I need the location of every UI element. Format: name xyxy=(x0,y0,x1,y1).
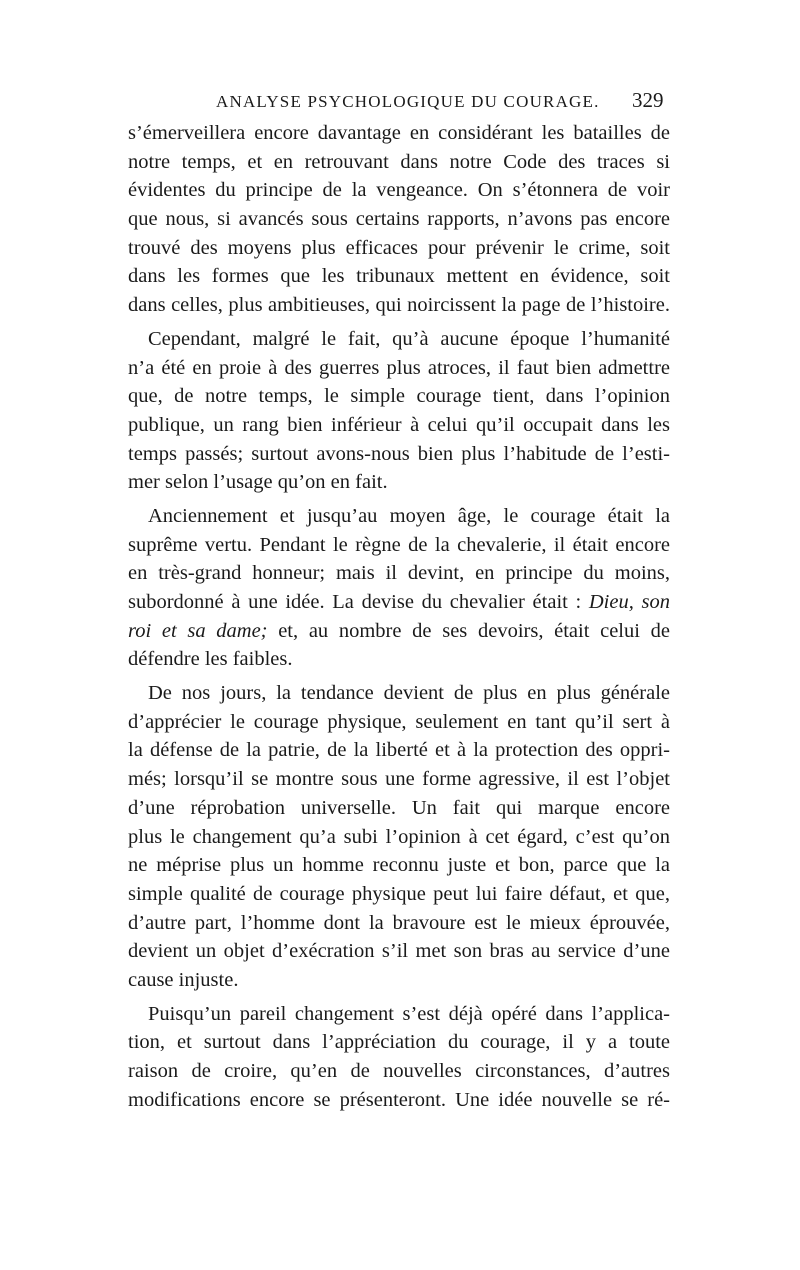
text-line: défendre les faibles. xyxy=(128,648,293,671)
text-line: dans celles, plus ambitieuses, qui noircissent la page de l’histoire. xyxy=(128,294,670,317)
text-line: la défense de la patrie, de la liberté et à la protection des oppri- xyxy=(128,739,670,762)
body-text xyxy=(128,119,670,1114)
text-line: raison de croire, qu’en de nouvelles circonstances, d’autres xyxy=(128,1060,670,1082)
text-line: Puisqu’un pareil changement s’est déjà opéré dans l’applica- xyxy=(148,1002,670,1025)
text-run: et, au nombre de ses devoirs, était celui de xyxy=(278,619,670,642)
text-line: cause injuste. xyxy=(128,968,239,991)
text-line: que, de notre temps, le simple courage tient, dans l’opinion xyxy=(128,385,670,408)
text-line: d’autre part, l’homme dont la bravoure est le mieux éprouvée, xyxy=(128,911,670,934)
paragraph xyxy=(128,1000,670,1115)
text-line: De nos jours, la tendance devient de plus en plus générale xyxy=(148,682,670,705)
text-line: s’émerveillera encore davantage en considérant les batailles de xyxy=(128,122,670,144)
text-line: Cependant, malgré le fait, qu’à aucune époque l’humanité xyxy=(148,327,670,350)
text-line: simple qualité de courage physique peut lui faire défaut, et que, xyxy=(128,882,670,905)
text-line xyxy=(128,617,670,646)
motto-text: roi et sa dame; xyxy=(128,619,268,642)
text-line: dans les formes que les tribunaux mettent en évidence, soit xyxy=(128,265,670,288)
paragraph xyxy=(128,502,670,674)
text-line xyxy=(128,588,670,617)
paragraph xyxy=(128,119,670,320)
text-line: publique, un rang bien inférieur à celui qu’il occupait dans les xyxy=(128,413,670,436)
text-line: més; lorsqu’il se montre sous une forme agressive, il est l’objet xyxy=(128,768,670,791)
running-header xyxy=(0,88,800,118)
running-title: ANALYSE PSYCHOLOGIQUE DU COURAGE. xyxy=(216,92,600,111)
text-line: évidentes du principe de la vengeance. On s’étonnera de voir xyxy=(128,179,670,202)
text-line: en très-grand honneur; mais il devint, en principe du moins, xyxy=(128,562,670,585)
text-line: que nous, si avancés sous certains rapports, n’avons pas encore xyxy=(128,208,670,231)
text-line: mer selon l’usage qu’on en fait. xyxy=(128,471,388,494)
text-line: suprême vertu. Pendant le règne de la chevalerie, il était encore xyxy=(128,533,670,556)
text-line: trouvé des moyens plus efficaces pour prévenir le crime, soit xyxy=(128,236,670,259)
page-number: 329 xyxy=(632,88,664,112)
text-line: d’une réprobation universelle. Un fait qui marque encore xyxy=(128,796,670,819)
text-line: modifications encore se présenteront. Une idée nouvelle se ré- xyxy=(128,1088,670,1111)
text-line: notre temps, et en retrouvant dans notre Code des traces si xyxy=(128,150,670,173)
paragraph xyxy=(128,679,670,995)
text-line: tion, et surtout dans l’appréciation du courage, il y a toute xyxy=(128,1031,670,1054)
text-line: Anciennement et jusqu’au moyen âge, le courage était la xyxy=(148,504,670,527)
text-run: subordonné à une idée. La devise du chevalier était : xyxy=(128,591,582,613)
text-line: d’apprécier le courage physique, seulement en tant qu’il sert à xyxy=(128,710,670,733)
paragraph xyxy=(128,325,670,497)
text-line: ne méprise plus un homme reconnu juste et bon, parce que la xyxy=(128,854,670,877)
text-line: plus le changement qu’a subi l’opinion à cet égard, c’est qu’on xyxy=(128,825,670,848)
text-line: temps passés; surtout avons-nous bien plus l’habitude de l’esti- xyxy=(128,442,670,465)
motto-text: Dieu, son xyxy=(588,591,670,613)
text-line: devient un objet d’exécration s’il met son bras au service d’une xyxy=(128,940,670,963)
text-line: n’a été en proie à des guerres plus atroces, il faut bien admettre xyxy=(128,356,670,379)
